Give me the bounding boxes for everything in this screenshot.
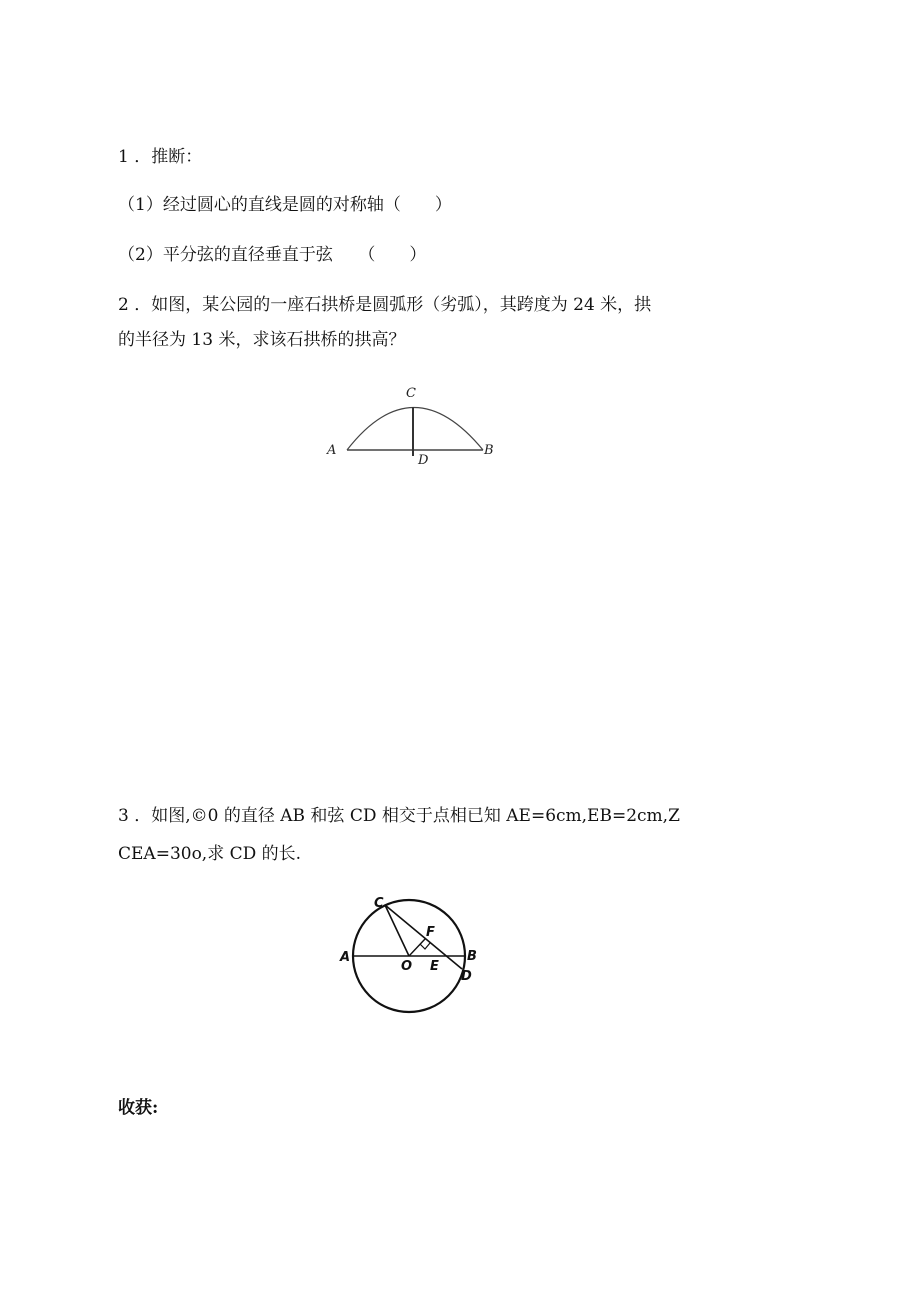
- harvest-label: 收获:: [118, 1098, 159, 1118]
- q3-line-1: 3 ．如图,©0 的直径 AB 和弦 CD 相交于点相已知 AE=6cm,EB=2cm,Z: [118, 806, 680, 826]
- right-angle-mark: [420, 943, 430, 949]
- label-e: E: [430, 959, 439, 974]
- segment-of: [409, 939, 425, 956]
- label-c: C: [406, 386, 416, 401]
- label-d: D: [418, 453, 429, 468]
- label-d: D: [461, 969, 472, 984]
- label-c: C: [374, 896, 384, 911]
- q2-line-2: 的半径为 13 米，求该石拱桥的拱高？: [118, 330, 406, 350]
- q2-line-1: 2 ．如图，某公园的一座石拱桥是圆弧形（劣弧），其跨度为 24 米，拱: [118, 295, 652, 315]
- label-b: B: [484, 443, 494, 458]
- arc-acb: [347, 408, 483, 451]
- q1-item-1: （1）经过圆心的直线是圆的对称轴（ ）: [118, 195, 452, 215]
- circle-figure: [335, 888, 485, 1018]
- label-f: F: [426, 925, 435, 940]
- q3-line-2: CEA=30o,求 CD 的长.: [118, 844, 302, 864]
- chord-cd: [385, 905, 462, 969]
- label-a: A: [340, 950, 351, 965]
- label-b: B: [467, 949, 477, 964]
- q1-item-2: （2）平分弦的直径垂直于弦 （ ）: [118, 245, 427, 265]
- radius-oc: [385, 905, 409, 956]
- arch-bridge-figure: [315, 380, 515, 470]
- q1-heading: 1 ．推断：: [118, 147, 203, 167]
- label-o: O: [401, 959, 413, 974]
- label-a: A: [327, 443, 337, 458]
